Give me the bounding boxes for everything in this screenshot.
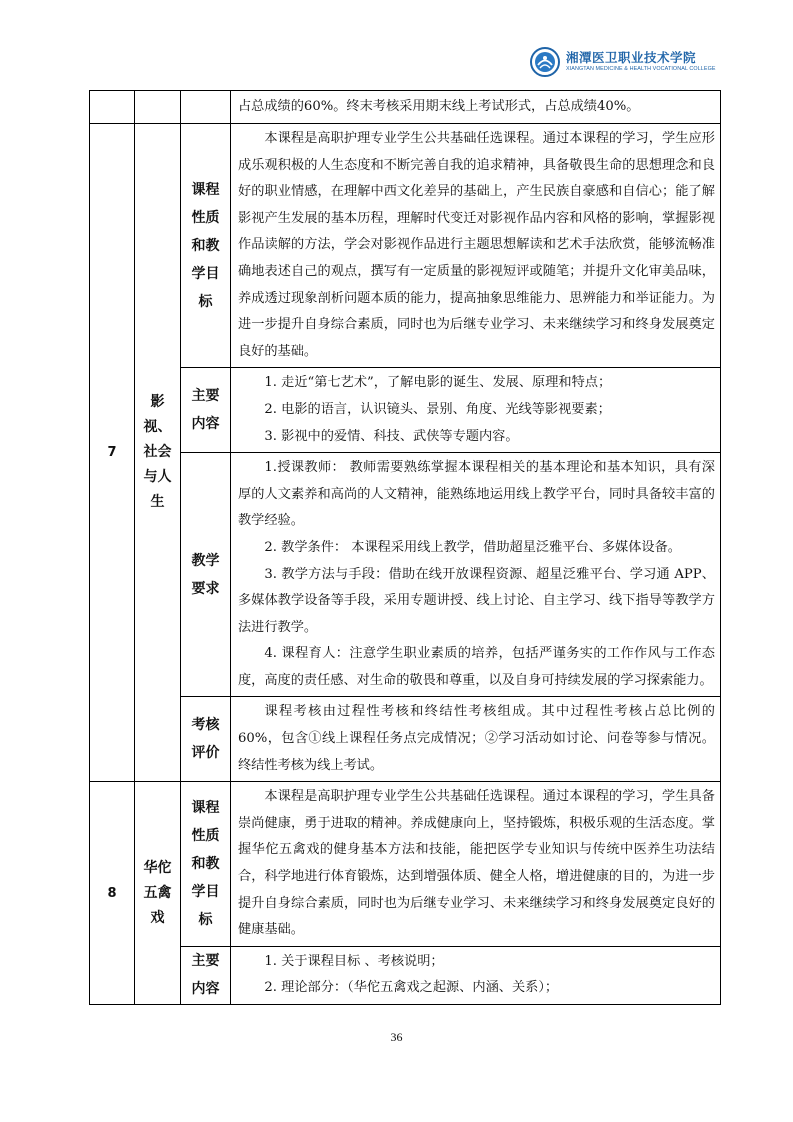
goals-cell bbox=[231, 782, 721, 947]
cell-empty bbox=[135, 91, 181, 124]
content-label: 主要内容 bbox=[181, 368, 231, 453]
course-number: 7 bbox=[90, 124, 135, 782]
requirements-label: 教学要求 bbox=[181, 453, 231, 697]
page-number: 36 bbox=[390, 1030, 403, 1044]
table-row bbox=[90, 697, 721, 782]
goals-text: 本课程是高职护理专业学生公共基础任选课程。通过本课程的学习，学生应形成乐观积极的人生态度和不断完善自我的追求精神，具备敬畏生命的思想理念和良好的职业情感，在理解中西文化差异的基础上，产生民族自豪感和自信心；能了解影视产生发展的基本历程，理解时代变迁对影视作品内容和风格的影响，掌握影视作品读解的方法，学会对影视作品进行主题思想解读和艺术手法欣赏，能够流畅准确地表述自己的观点，撰写有一定质量的影视短评或随笔；并提升文化审美品味，养成透过现象剖析问题本质的能力，提高抽象思维能力、思辨能力和举证能力。为进一步提升自身综合素质，同时也为后继专业学习、未来继续学习和终身发展奠定良好的基础。 bbox=[238, 131, 715, 359]
course-name: 华佗五禽戏 bbox=[135, 782, 181, 1005]
requirements-cell bbox=[231, 453, 721, 697]
goals-text: 本课程是高职护理专业学生公共基础任选课程。通过本课程的学习，学生具备崇尚健康，勇于进取的精神。养成健康向上，坚持锻炼，积极乐观的生活态度。掌握华佗五禽戏的健身基本方法和技能，能把医学专业知识与传统中医养生功法结合，科学地进行体育锻炼，达到增强体质、健全人格，增进健康的目的，为进一步提升自身综合素质，同时也为后继专业学习、未来继续学习和终身发展奠定良好的健康基础。 bbox=[238, 789, 715, 938]
list-item: 2. 理论部分：（华佗五禽戏之起源、内涵、关系）； bbox=[264, 980, 559, 996]
list-item: 2. 电影的语言，认识镜头、景别、角度、光线等影视要素； bbox=[264, 401, 611, 417]
logo-english-name: XIANGTAN MEDICINE & HEALTH VOCATIONAL COLLEGE bbox=[566, 66, 716, 73]
list-item: 1.授课教师： 教师需要熟练掌握本课程相关的基本理论和基本知识，具有深厚的人文素养和高尚的人文精神，能熟练地运用线上教学平台，同时具备较丰富的教学经验。 bbox=[238, 460, 715, 529]
goals-label: 课程性质和教学目标 bbox=[181, 124, 231, 368]
course-number: 8 bbox=[90, 782, 135, 1005]
evaluation-text: 课程考核由过程性考核和终结性考核组成。其中过程性考核占总比例的60%，包含①线上课程任务点完成情况；②学习活动如讨论、问卷等参与情况。终结性考核为线上考试。 bbox=[238, 704, 715, 773]
goals-label: 课程性质和教学目标 bbox=[181, 782, 231, 947]
goals-cell bbox=[231, 124, 721, 368]
college-logo bbox=[530, 44, 730, 80]
cell-empty bbox=[90, 91, 135, 124]
content-cell bbox=[231, 368, 721, 453]
course-table bbox=[89, 90, 721, 1005]
list-item: 2. 教学条件： 本课程采用线上教学，借助超星泛雅平台、多媒体设备。 bbox=[264, 539, 681, 555]
table-row bbox=[90, 453, 721, 697]
cell-top-row bbox=[231, 91, 721, 124]
cell-empty bbox=[181, 91, 231, 124]
evaluation-cell bbox=[231, 697, 721, 782]
college-emblem-icon bbox=[530, 47, 560, 77]
list-item: 1. 关于课程目标 、考核说明； bbox=[264, 953, 444, 969]
evaluation-label: 考核评价 bbox=[181, 697, 231, 782]
content-cell bbox=[231, 946, 721, 1004]
table-row bbox=[90, 946, 721, 1004]
list-item: 1. 走近“第七艺术”，了解电影的诞生、发展、原理和特点； bbox=[264, 375, 612, 391]
table-row bbox=[90, 91, 721, 124]
content-label: 主要内容 bbox=[181, 946, 231, 1004]
table-row bbox=[90, 782, 721, 947]
table-row bbox=[90, 124, 721, 368]
course-name: 影视、社会与人生 bbox=[135, 124, 181, 782]
logo-chinese-name: 湘潭医卫职业技术学院 bbox=[566, 49, 697, 65]
table-row bbox=[90, 368, 721, 453]
list-item: 4. 课程育人：注意学生职业素质的培养，包括严谨务实的工作作风与工作态度，高度的责任感、对生命的敬畏和尊重，以及自身可持续发展的学习探索能力。 bbox=[238, 646, 715, 688]
list-item: 3. 教学方法与手段：借助在线开放课程资源、超星泛雅平台、学习通 APP、多媒体教学设备等手段，采用专题讲授、线上讨论、自主学习、线下指导等教学方法进行教学。 bbox=[238, 566, 715, 635]
list-item: 3. 影视中的爱情、科技、武侠等专题内容。 bbox=[264, 428, 519, 444]
top-row-text: 占总成绩的60%。终末考核采用期末线上考试形式，占总成绩40%。 bbox=[238, 98, 640, 114]
